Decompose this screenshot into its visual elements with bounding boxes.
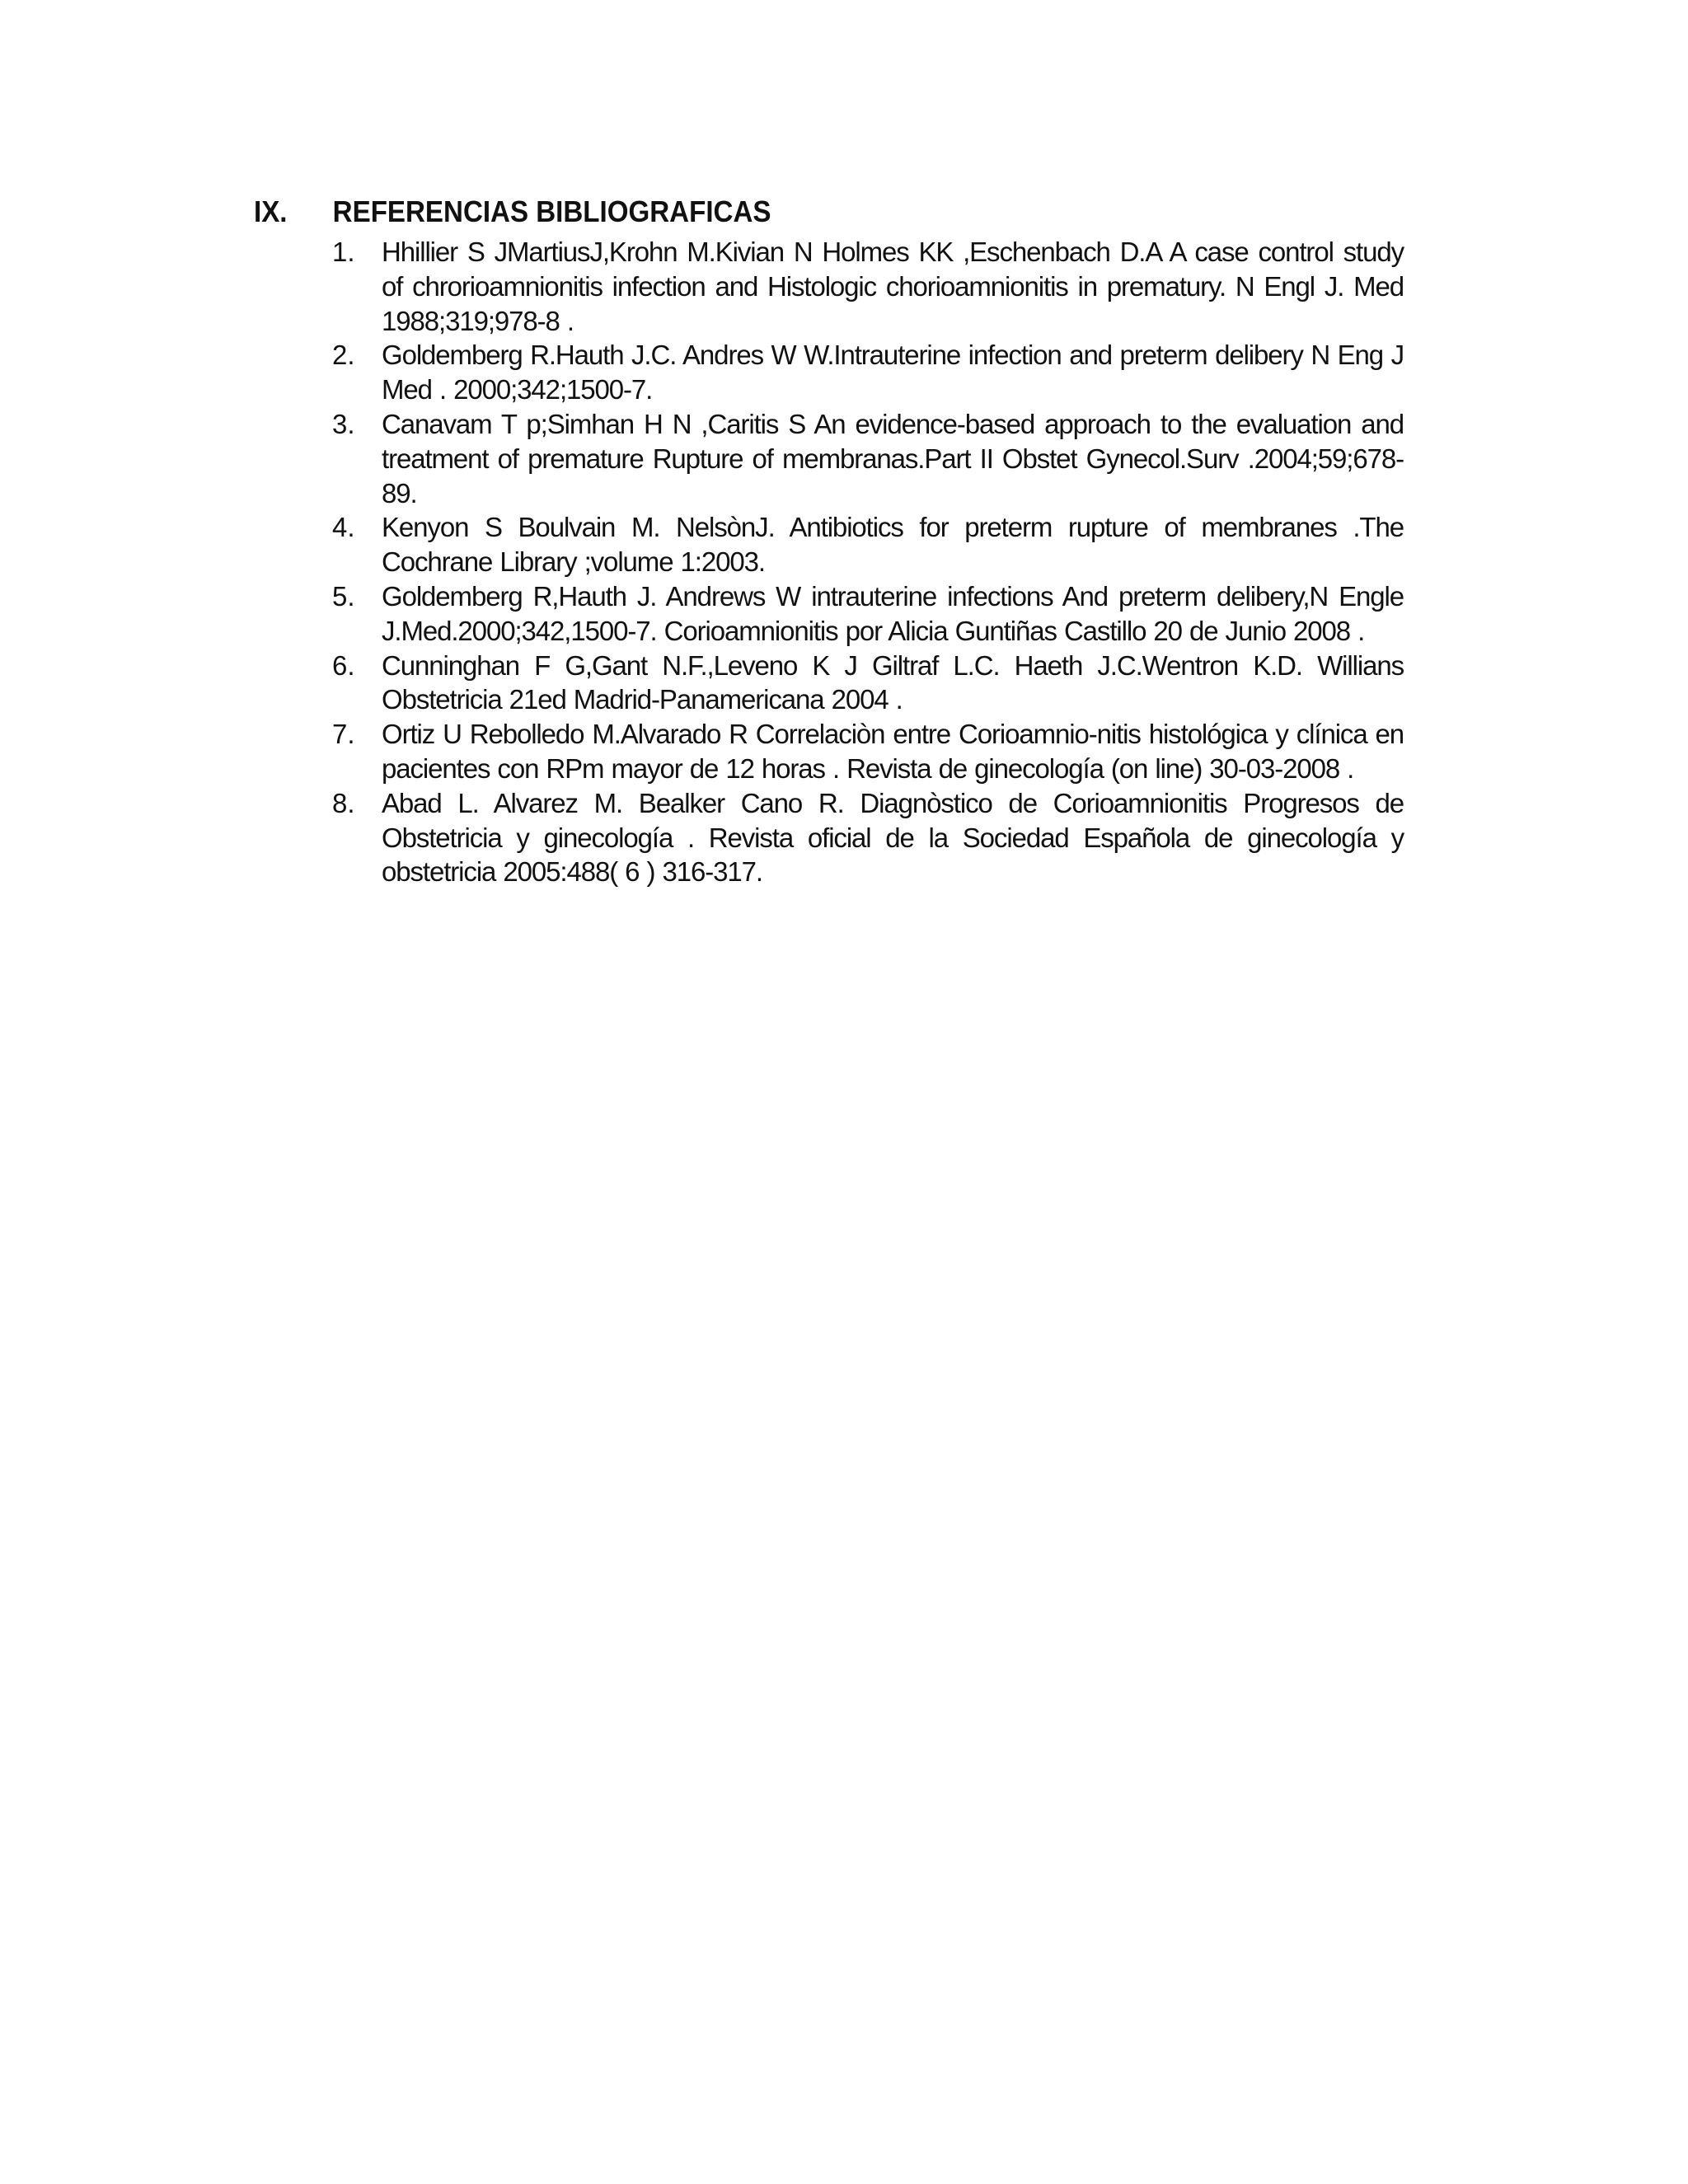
reference-item bbox=[332, 510, 1404, 579]
reference-item bbox=[332, 717, 1404, 786]
section-heading bbox=[254, 191, 1315, 232]
reference-item bbox=[332, 235, 1404, 338]
section-number: IX. bbox=[254, 194, 288, 228]
reference-number: 7. bbox=[332, 719, 355, 750]
reference-item bbox=[332, 649, 1404, 718]
reference-number: 4. bbox=[332, 512, 355, 543]
reference-text: Ortiz U Rebolledo M.Alvarado R Correlaciòn entre Corioamnio-nitis histológica y clínica en pacientes con RPm mayor de 12 horas . Revista de ginecología (on line) 30-03-2008 . bbox=[382, 719, 1404, 784]
reference-number: 6. bbox=[332, 649, 355, 681]
section-title: REFERENCIAS BIBLIOGRAFICAS bbox=[332, 194, 771, 228]
reference-item bbox=[332, 786, 1404, 889]
reference-number: 3. bbox=[332, 408, 355, 439]
reference-number: 2. bbox=[332, 340, 355, 371]
reference-number: 8. bbox=[332, 787, 355, 818]
reference-text: Abad L. Alvarez M. Bealker Cano R. Diagnòstico de Corioamnionitis Progresos de Obstetricia y ginecología . Revista oficial de la Sociedad Española de ginecología y obstetricia 2005:488( 6 ) 316-317. bbox=[382, 787, 1404, 888]
reference-text: Canavam T p;Simhan H N ,Caritis S An evidence-based approach to the evaluation and treatment of premature Rupture of membranas.Part II Obstet Gynecol.Surv .2004;59;678-89. bbox=[382, 408, 1404, 509]
reference-text: Goldemberg R,Hauth J. Andrews W intrauterine infections And preterm delibery,N Engle J.Med.2000;342,1500-7. Corioamnionitis por Alicia Guntiñas Castillo 20 de Junio 2008 . bbox=[382, 580, 1404, 646]
reference-list bbox=[332, 235, 1404, 889]
reference-number: 5. bbox=[332, 580, 355, 612]
reference-text: Cunninghan F G,Gant N.F.,Leveno K J Giltraf L.C. Haeth J.C.Wentron K.D. Willians Obstetricia 21ed Madrid-Panamericana 2004 . bbox=[382, 649, 1404, 715]
reference-item bbox=[332, 579, 1404, 649]
reference-item bbox=[332, 407, 1404, 510]
reference-number: 1. bbox=[332, 237, 355, 267]
reference-item bbox=[332, 338, 1404, 407]
reference-text: Hhillier S JMartiusJ,Krohn M.Kivian N Holmes KK ,Eschenbach D.A A case control study of chrorioamnionitis infection and Histologic chorioamnionitis in prematury. N Engl J. Med 1988;319;978-8 . bbox=[382, 237, 1404, 336]
reference-text: Goldemberg R.Hauth J.C. Andres W W.Intrauterine infection and preterm delibery N Eng J Med . 2000;342;1500-7. bbox=[382, 340, 1404, 405]
reference-text: Kenyon S Boulvain M. NelsònJ. Antibiotics for preterm rupture of membranes .The Cochrane Library ;volume 1:2003. bbox=[382, 512, 1404, 578]
